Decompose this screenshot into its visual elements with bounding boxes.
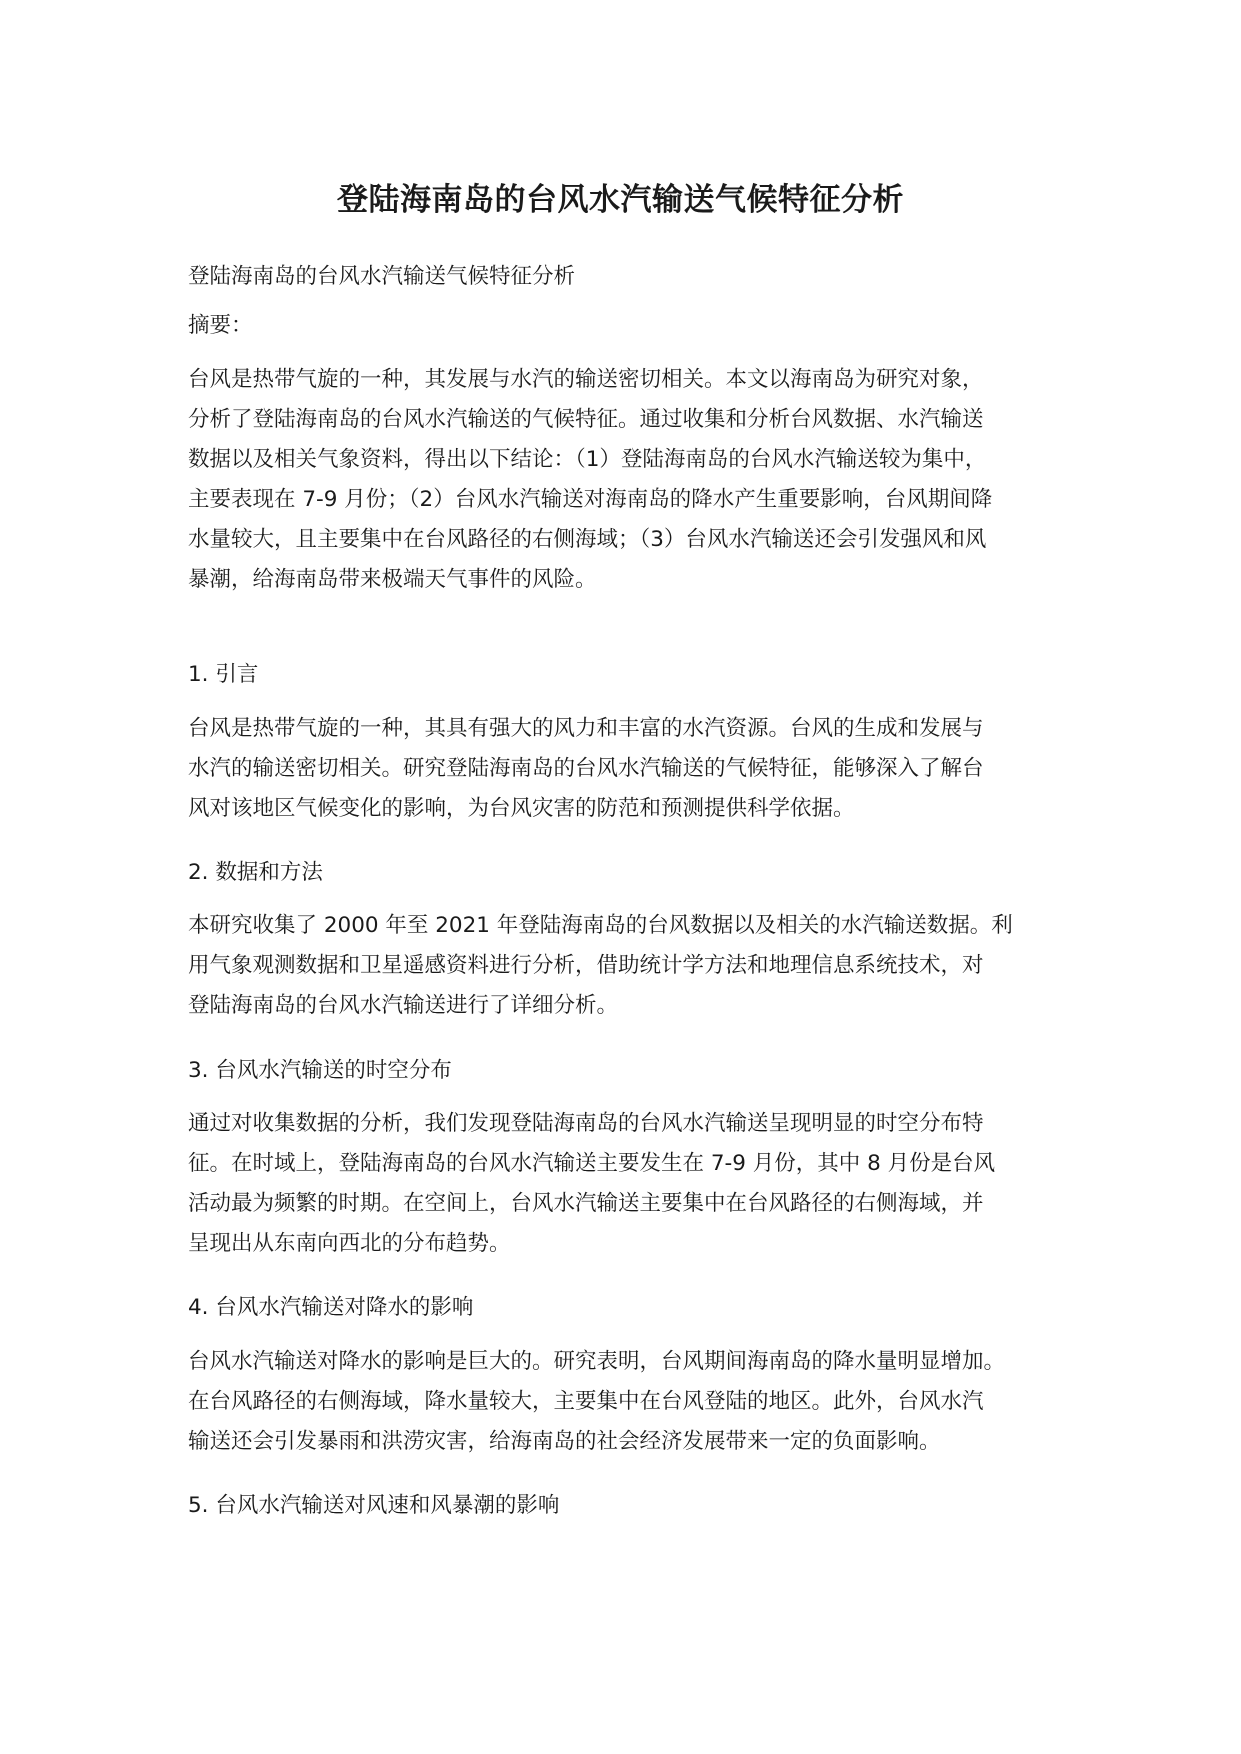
section-paragraph [188, 906, 1063, 1026]
section-heading-text: 1. 引言 [188, 662, 259, 687]
section-heading-text: 4. 台风水汽输送对降水的影响 [188, 1295, 474, 1320]
section-heading [188, 1288, 1063, 1328]
paragraph-line: 本研究收集了 2000 年至 2021 年登陆海南岛的台风数据以及相关的水汽输送数据。利 [188, 913, 1013, 938]
section-paragraph [188, 1104, 1063, 1264]
paragraph-line: 通过对收集数据的分析，我们发现登陆海南岛的台风水汽输送呈现明显的时空分布特 [188, 1111, 984, 1136]
paragraph-line: 水汽的输送密切相关。研究登陆海南岛的台风水汽输送的气候特征，能够深入了解台 [188, 756, 984, 781]
section-paragraph [188, 709, 1063, 829]
paragraph-line: 分析了登陆海南岛的台风水汽输送的气候特征。通过收集和分析台风数据、水汽输送 [188, 407, 984, 432]
subtitle-line: 登陆海南岛的台风水汽输送气候特征分析 [188, 264, 576, 289]
paragraph-line: 用气象观测数据和卫星遥感资料进行分析，借助统计学方法和地理信息系统技术，对 [188, 953, 984, 978]
paragraph-line: 主要表现在 7-9 月份；（2）台风水汽输送对海南岛的降水产生重要影响，台风期间降 [188, 487, 993, 512]
section-heading-text: 2. 数据和方法 [188, 860, 323, 885]
document-title: 登陆海南岛的台风水汽输送气候特征分析 [337, 182, 904, 218]
section-heading-text: 5. 台风水汽输送对风速和风暴潮的影响 [188, 1493, 560, 1518]
abstract-label-text: 摘要： [188, 313, 253, 338]
paragraph-line: 征。在时域上，登陆海南岛的台风水汽输送主要发生在 7-9 月份，其中 8 月份是台风 [188, 1151, 996, 1176]
paragraph-line: 呈现出从东南向西北的分布趋势。 [188, 1231, 511, 1256]
paragraph-line: 台风水汽输送对降水的影响是巨大的。研究表明，台风期间海南岛的降水量明显增加。 [188, 1349, 1006, 1374]
paragraph-line: 在台风路径的右侧海域，降水量较大，主要集中在台风登陆的地区。此外，台风水汽 [188, 1389, 984, 1414]
paragraph-line: 台风是热带气旋的一种，其发展与水汽的输送密切相关。本文以海南岛为研究对象， [188, 367, 984, 392]
paragraph-line: 输送还会引发暴雨和洪涝灾害，给海南岛的社会经济发展带来一定的负面影响。 [188, 1429, 941, 1454]
abstract-paragraph [188, 360, 1063, 600]
section-heading [188, 853, 1063, 893]
section-heading-text: 3. 台风水汽输送的时空分布 [188, 1058, 452, 1083]
paragraph-line: 活动最为频繁的时期。在空间上，台风水汽输送主要集中在台风路径的右侧海域，并 [188, 1191, 984, 1216]
section-heading [188, 1486, 1063, 1526]
paragraph-line: 登陆海南岛的台风水汽输送进行了详细分析。 [188, 993, 619, 1018]
section-heading [188, 1051, 1063, 1091]
document-subtitle [188, 257, 1063, 297]
paragraph-line: 台风是热带气旋的一种，其具有强大的风力和丰富的水汽资源。台风的生成和发展与 [188, 716, 984, 741]
abstract-label [188, 306, 1063, 346]
paragraph-line: 水量较大，且主要集中在台风路径的右侧海域；（3）台风水汽输送还会引发强风和风 [188, 527, 987, 552]
paragraph-line: 风对该地区气候变化的影响，为台风灾害的防范和预测提供科学依据。 [188, 796, 855, 821]
section-paragraph [188, 1342, 1063, 1462]
paragraph-line: 数据以及相关气象资料，得出以下结论：（1）登陆海南岛的台风水汽输送较为集中， [188, 447, 987, 472]
paragraph-line: 暴潮，给海南岛带来极端天气事件的风险。 [188, 567, 597, 592]
section-heading [188, 655, 1063, 695]
